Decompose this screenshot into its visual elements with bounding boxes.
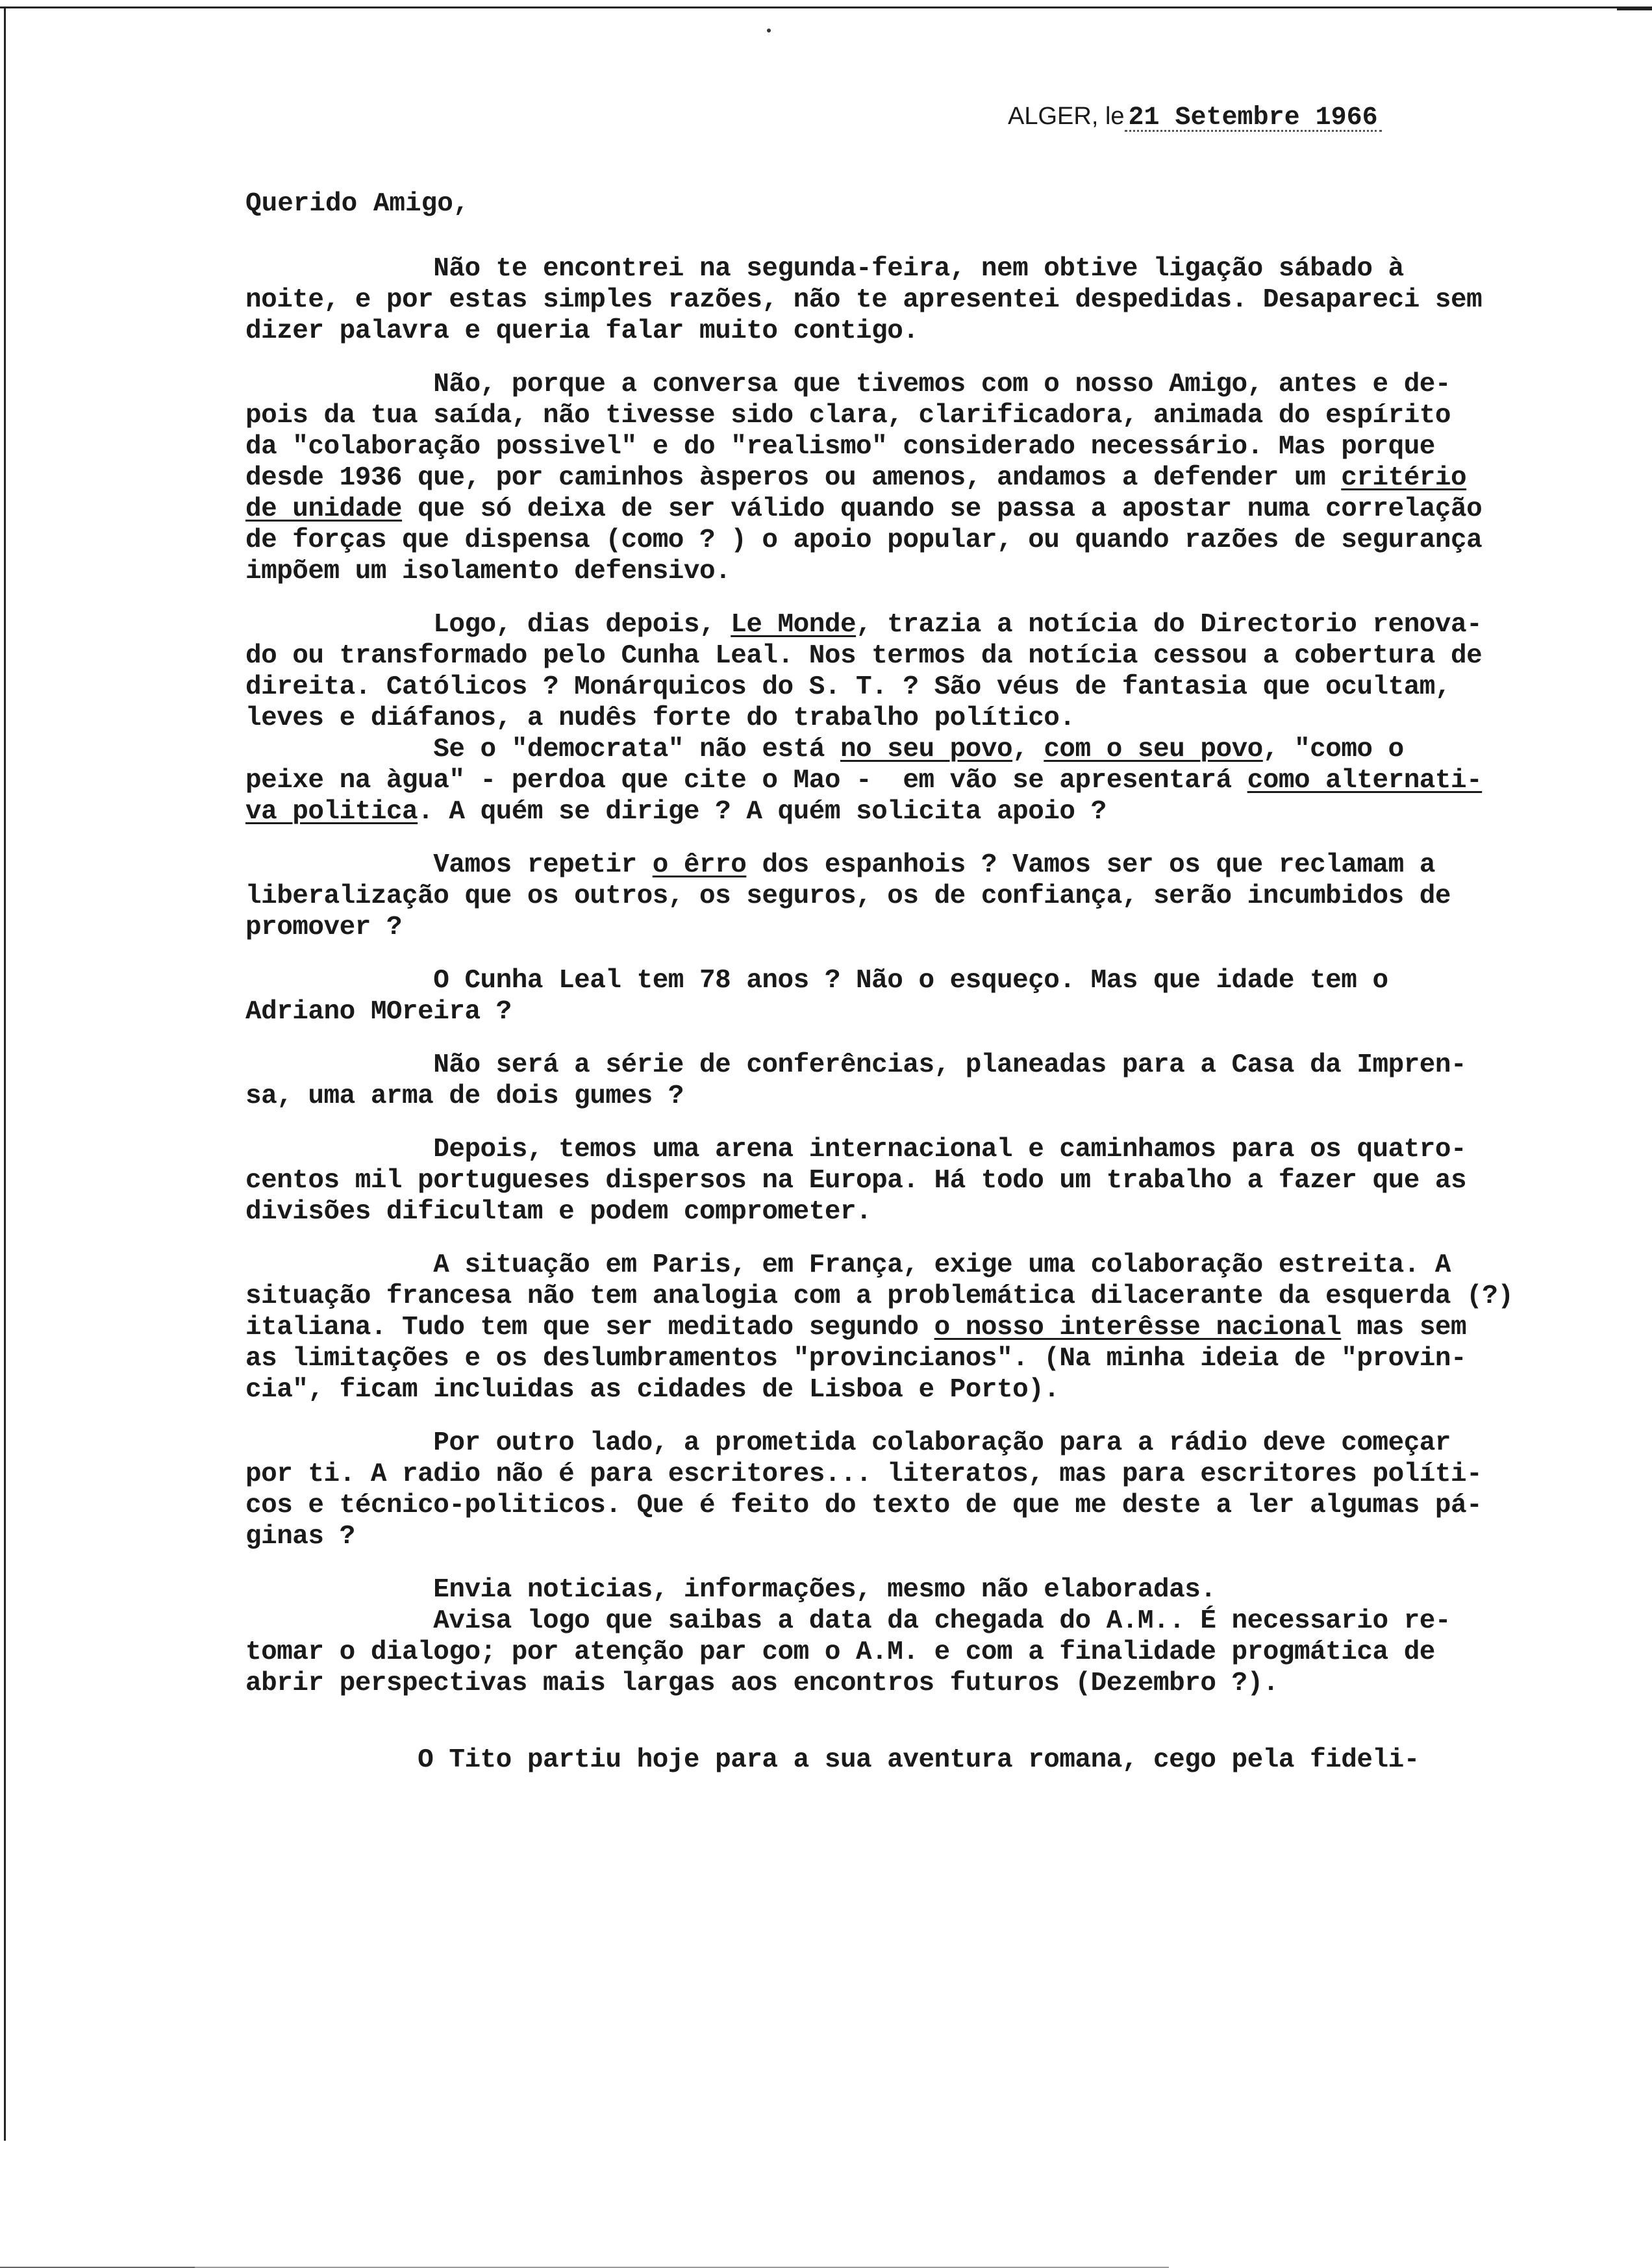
- underlined-text: va politica: [245, 797, 418, 827]
- text-line: [245, 400, 1596, 431]
- dateline: [1008, 103, 1382, 132]
- text-line: [245, 796, 1596, 827]
- text-line: [245, 1459, 1596, 1490]
- paragraph: [245, 609, 1596, 827]
- underlined-text: com o seu povo: [1044, 735, 1263, 764]
- text-run: que só deixa de ser válido quando se passa a apostar numa correlação: [402, 494, 1483, 524]
- text-run: ,: [1012, 735, 1044, 764]
- text-run: Logo, dias depois,: [245, 610, 731, 640]
- text-run: Avisa logo que saibas a data da chegada do A.M.. É necessario re-: [245, 1606, 1451, 1636]
- dateline-place: ALGER, le: [1008, 103, 1125, 130]
- text-line: [245, 369, 1596, 400]
- text-run: ginas ?: [245, 1522, 355, 1552]
- paragraph: [245, 1428, 1596, 1552]
- text-run: da "colaboração possivel" e do "realismo" considerado necessário. Mas porque: [245, 432, 1435, 462]
- text-run: dizer palavra e queria falar muito contigo.: [245, 316, 919, 346]
- text-line: [245, 1668, 1596, 1699]
- text-line: [245, 556, 1596, 587]
- paragraph: [245, 1050, 1596, 1112]
- salutation: Querido Amigo,: [245, 189, 469, 219]
- text-run: dos espanhois ? Vamos ser os que reclamam a: [746, 850, 1435, 880]
- text-line: [245, 1312, 1596, 1343]
- text-line: [245, 1081, 1596, 1112]
- text-line: [245, 1745, 1596, 1776]
- text-run: centos mil portugueses dispersos na Europa. Há todo um trabalho a fazer que as: [245, 1166, 1467, 1196]
- text-run: Não será a série de conferências, planeadas para a Casa da Impren-: [245, 1050, 1467, 1080]
- text-run: noite, e por estas simples razões, não te apresentei despedidas. Desapareci sem: [245, 285, 1483, 315]
- text-line: [245, 996, 1596, 1027]
- text-line: [245, 1521, 1596, 1552]
- text-run: Vamos repetir: [245, 850, 653, 880]
- text-line: [245, 1196, 1596, 1228]
- text-run: A situação em Paris, em França, exige uma colaboração estreita. A: [245, 1250, 1451, 1280]
- text-run: O Tito partiu hoje para a sua aventura romana, cego pela fideli-: [245, 1745, 1420, 1775]
- text-line: [245, 1250, 1596, 1281]
- letter-body: [245, 188, 1596, 1776]
- text-run: Se o "democrata" não está: [245, 735, 840, 764]
- text-line: [245, 462, 1596, 494]
- underlined-text: como alternati-: [1247, 766, 1483, 796]
- text-run: promover ?: [245, 913, 403, 942]
- text-run: de forças que dispensa (como ? ) o apoio popular, ou quando razões de segurança: [245, 525, 1483, 555]
- text-run: as limitações e os deslumbramentos "provincianos". (Na minha ideia de "provin-: [245, 1344, 1467, 1374]
- paragraph: [245, 1745, 1596, 1776]
- text-run: , trazia a notícia do Directorio renova-: [856, 610, 1483, 640]
- underlined-text: o nosso interêsse nacional: [934, 1313, 1342, 1342]
- text-run: . A quém se dirige ? A quém solicita apoio ?: [418, 797, 1107, 827]
- text-run: mas sem: [1341, 1313, 1467, 1342]
- text-line: [245, 253, 1596, 284]
- text-line: [245, 965, 1596, 996]
- text-line: [245, 1637, 1596, 1668]
- text-run: liberalização que os outros, os seguros, os de confiança, serão incumbidos de: [245, 881, 1451, 911]
- text-line: [245, 881, 1596, 912]
- text-run: sa, uma arma de dois gumes ?: [245, 1081, 684, 1111]
- text-run: impõem um isolamento defensivo.: [245, 557, 731, 586]
- page-border-left: [4, 8, 6, 2141]
- paragraph: [245, 369, 1596, 587]
- text-line: [245, 765, 1596, 796]
- text-line: [245, 1574, 1596, 1606]
- dateline-date: 21 Setembre 1966: [1128, 103, 1378, 132]
- text-run: Não te encontrei na segunda-feira, nem obtive ligação sábado à: [245, 254, 1404, 284]
- paragraph: [245, 1606, 1596, 1699]
- underlined-text: de unidade: [245, 494, 403, 524]
- text-line: [245, 1343, 1596, 1374]
- paragraph: [245, 1134, 1596, 1228]
- text-line: [245, 703, 1596, 734]
- text-run: leves e diáfanos, a nudês forte do trabalho político.: [245, 703, 1075, 733]
- page-border-top-right: [1617, 8, 1652, 10]
- underlined-text: critério: [1341, 463, 1467, 493]
- text-line: [245, 1165, 1596, 1196]
- text-run: do ou transformado pelo Cunha Leal. Nos termos da notícia cessou a cobertura de: [245, 641, 1483, 671]
- text-line: [245, 525, 1596, 556]
- underlined-text: no seu povo: [840, 735, 1013, 764]
- text-line: [245, 609, 1596, 640]
- text-run: tomar o dialogo; por atenção par com o A.M. e com a finalidade progmática de: [245, 1637, 1435, 1667]
- underlined-text: Le Monde: [731, 610, 857, 640]
- text-run: abrir perspectivas mais largas aos encontros futuros (Dezembro ?).: [245, 1669, 1279, 1698]
- text-run: Por outro lado, a prometida colaboração para a rádio deve começar: [245, 1428, 1451, 1458]
- text-run: cia", ficam incluidas as cidades de Lisboa e Porto).: [245, 1375, 1060, 1405]
- text-line: [245, 316, 1596, 347]
- paragraph: [245, 253, 1596, 347]
- page-border-top: [0, 6, 1652, 8]
- text-line: [245, 672, 1596, 703]
- text-run: situação francesa não tem analogia com a problemática dilacerante da esquerda (?): [245, 1281, 1514, 1311]
- text-run: italiana. Tudo tem que ser meditado segundo: [245, 1313, 934, 1342]
- letter-paragraphs: [245, 253, 1596, 1776]
- text-run: desde 1936 que, por caminhos àsperos ou amenos, andamos a defender um: [245, 463, 1342, 493]
- text-run: divisões dificultam e podem comprometer.: [245, 1197, 872, 1227]
- text-line: [245, 640, 1596, 672]
- text-run: Depois, temos uma arena internacional e caminhamos para os quatro-: [245, 1135, 1467, 1165]
- paragraph: [245, 965, 1596, 1027]
- text-run: direita. Católicos ? Monárquicos do S. T. ? São véus de fantasia que ocultam,: [245, 672, 1451, 702]
- text-line: [245, 284, 1596, 316]
- text-run: Adriano MOreira ?: [245, 997, 512, 1027]
- text-line: [245, 1374, 1596, 1405]
- text-run: por ti. A radio não é para escritores... literatos, mas para escritores políti-: [245, 1459, 1483, 1489]
- text-line: [245, 1281, 1596, 1312]
- text-line: [245, 494, 1596, 525]
- text-run: , "como o: [1262, 735, 1404, 764]
- text-run: pois da tua saída, não tivesse sido clara, clarificadora, animada do espírito: [245, 401, 1451, 431]
- text-line: [245, 431, 1596, 462]
- text-line: [245, 912, 1596, 943]
- text-run: Não, porque a conversa que tivemos com o nosso Amigo, antes e de-: [245, 370, 1451, 399]
- text-line: [245, 1606, 1596, 1637]
- text-run: peixe na àgua" - perdoa que cite o Mao - em vão se apresentará: [245, 766, 1247, 796]
- underlined-text: o êrro: [652, 850, 747, 880]
- text-line: [245, 1428, 1596, 1459]
- text-run: cos e técnico-politicos. Que é feito do texto de que me deste a ler algumas pá-: [245, 1491, 1483, 1520]
- paragraph: [245, 850, 1596, 943]
- text-line: [245, 850, 1596, 881]
- text-line: [245, 1134, 1596, 1165]
- text-run: O Cunha Leal tem 78 anos ? Não o esqueço. Mas que idade tem o: [245, 966, 1388, 996]
- text-line: [245, 734, 1596, 765]
- paper-speck: [767, 29, 771, 32]
- paragraph: [245, 1574, 1596, 1606]
- text-line: [245, 1050, 1596, 1081]
- text-run: Envia noticias, informações, mesmo não elaboradas.: [245, 1575, 1216, 1605]
- paragraph: [245, 1250, 1596, 1405]
- text-line: [245, 1490, 1596, 1521]
